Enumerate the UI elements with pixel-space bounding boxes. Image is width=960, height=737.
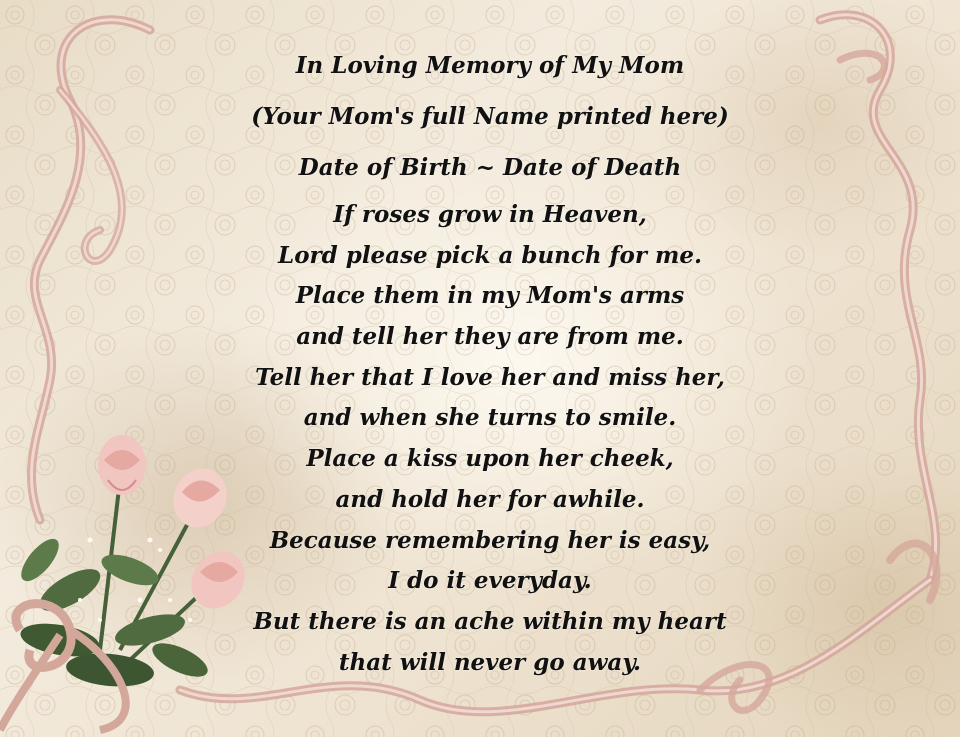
poem-line: Lord please pick a bunch for me. <box>278 241 702 269</box>
poem-line: and when she turns to smile. <box>303 404 677 432</box>
poem-line: that will never go away. <box>338 648 642 676</box>
card-title: In Loving Memory of My Mom <box>295 51 685 79</box>
verse <box>220 195 760 683</box>
poem-line: I do it everyday. <box>388 567 592 595</box>
poem-block <box>220 40 760 683</box>
poem-line: If roses grow in Heaven, <box>333 201 647 228</box>
dates-line: Date of Birth ~ Date of Death <box>298 153 682 181</box>
rose-bud <box>98 435 146 495</box>
name-line: (Your Mom's full Name printed here) <box>251 102 729 130</box>
poem-line: and tell her they are from me. <box>296 323 684 351</box>
poem-line: Because remembering her is easy, <box>269 526 711 554</box>
poem-line: Place a kiss upon her cheek, <box>306 445 674 473</box>
poem-line: But there is an ache within my heart <box>253 607 727 635</box>
poem-line: Place them in my Mom's arms <box>295 282 685 310</box>
poem-line: Tell her that I love her and miss her, <box>255 363 725 391</box>
poem-line: and hold her for awhile. <box>335 485 645 513</box>
